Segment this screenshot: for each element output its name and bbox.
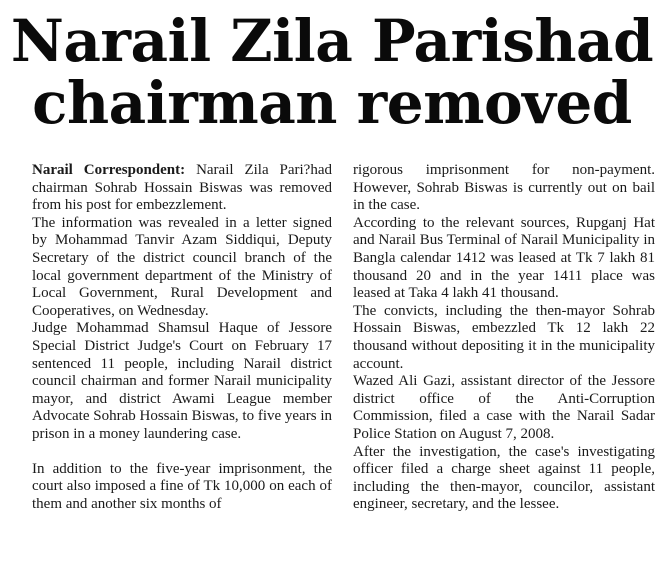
paragraph: rigorous imprisonment for non-payment. However, Sohrab Biswas is currently out on bail in the case. xyxy=(353,162,655,214)
headline-line-1: Narail Zila Parishad xyxy=(10,7,654,75)
headline-line-2: chairman removed xyxy=(32,69,632,137)
right-column xyxy=(353,162,655,514)
left-column xyxy=(32,162,332,513)
paragraph: According to the relevant sources, Rupganj Hat and Narail Bus Terminal of Narail Municipality in Bangla calendar 1412 was leased at Tk 7 lakh 81 thousand 20 and in the year 1411 place was leased at Taka 4 lakh 41 thousand. xyxy=(353,214,655,302)
byline: Narail Correspondent: xyxy=(32,162,186,178)
paragraph: After the investigation, the case's investigating officer filed a charge sheet against 11 people, including the then-mayor, councilor, assistant engineer, secretary, and the lessee. xyxy=(353,443,655,513)
paragraph: The information was revealed in a letter signed by Mohammad Tanvir Azam Siddiqui, Deputy Secretary of the district council branch of the local government department of the Ministry of Local Government, Rural Development and Cooperatives, on Wednesday. xyxy=(32,214,332,319)
paragraph-text: Narail Zila Pari?had chairman Sohrab Hossain Biswas was removed from his post for embezzlement. xyxy=(32,162,333,214)
paragraph: The convicts, including the then-mayor Sohrab Hossain Biswas, embezzled Tk 12 lakh 22 thousand without depositing it in the municipality account. xyxy=(353,302,655,372)
paragraph xyxy=(32,162,332,215)
paragraph: In addition to the five-year imprisonment, the court also imposed a fine of Tk 10,000 on each of them and another six months of xyxy=(32,460,332,512)
paragraph: Judge Mohammad Shamsul Haque of Jessore Special District Judge's Court on February 17 sentenced 11 people, including Narail district council chairman and former Narail municipality mayor, and district Awami League member Advocate Sohrab Hossain Biswas, to five years in prison in a money laundering case. xyxy=(32,320,332,442)
headline xyxy=(0,7,664,137)
paragraph: Wazed Ali Gazi, assistant director of the Jessore district office of the Anti-Corruption Commission, filed a case with the Narail Sadar Police Station on August 7, 2008. xyxy=(353,373,655,442)
